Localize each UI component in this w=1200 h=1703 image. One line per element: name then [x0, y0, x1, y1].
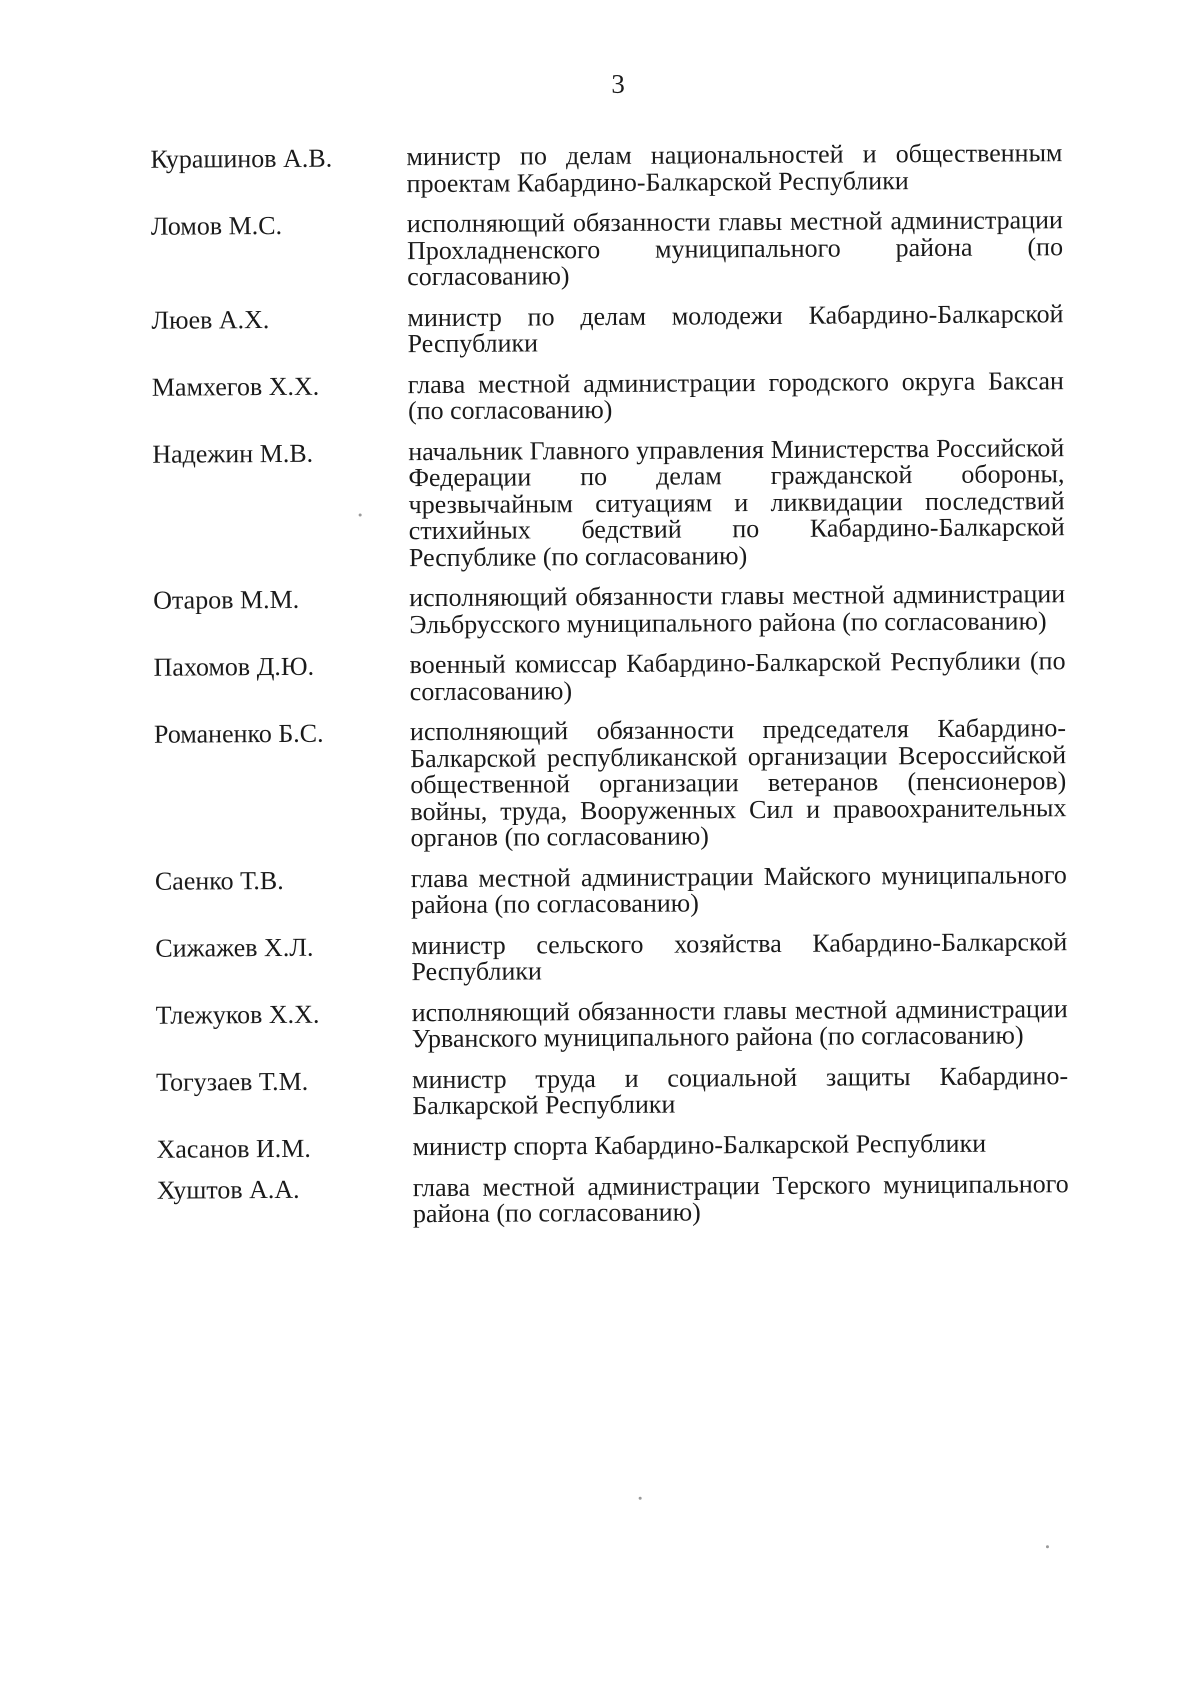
member-row — [150, 140, 1062, 199]
member-row — [152, 432, 1065, 573]
member-position: министр спорта Кабардино-Балкарской Республики — [412, 1128, 987, 1161]
member-name: Надежин М.В. — [152, 438, 314, 469]
member-name: Саенко Т.В. — [154, 865, 284, 896]
member-list — [150, 140, 1069, 1243]
member-position: военный комиссар Кабардино-Балкарской Республики (по согласованию) — [409, 646, 1066, 706]
member-position: министр по делам национальностей и общественным проектам Кабардино-Балкарской Республики — [406, 138, 1063, 198]
member-name: Люев А.Х. — [151, 304, 270, 335]
member-name: Хасанов И.М. — [156, 1133, 311, 1164]
member-row — [156, 1060, 1069, 1122]
scan-speck — [359, 513, 362, 516]
member-position: глава местной администрации Терского муниципального района (по согласованию) — [412, 1168, 1069, 1229]
member-position: исполняющий обязанности главы местной администрации Прохладненского муниципального района (по согласованию) — [406, 205, 1064, 292]
member-row — [151, 298, 1064, 360]
member-row — [155, 993, 1068, 1055]
member-row — [156, 1130, 1068, 1163]
member-position: глава местной администрации Майского муниципального района (по согласованию) — [410, 859, 1067, 920]
member-row — [151, 207, 1063, 292]
member-name: Пахомов Д.Ю. — [153, 651, 315, 682]
member-position: министр по делам молодежи Кабардино-Балкарской Республики — [407, 298, 1064, 359]
member-row — [156, 1168, 1069, 1230]
member-name: Ломов М.С. — [150, 210, 283, 241]
member-name: Романенко Б.С. — [153, 718, 324, 749]
member-row — [151, 365, 1064, 427]
member-name: Курашинов А.В. — [150, 143, 333, 174]
member-name: Мамхегов Х.Х. — [151, 371, 320, 402]
member-row — [153, 648, 1065, 707]
member-position: исполняющий обязанности главы местной администрации Урванского муниципального района (по согласованию) — [411, 993, 1068, 1054]
member-position: исполняющий обязанности председателя Кабардино-Балкарской республиканской организации Всероссийской общественной организации ветеранов (пенсионеров) войны, труда, Вооруженных Сил и правоохранительных органов (по согласованию) — [409, 713, 1067, 853]
member-position: исполняющий обязанности главы местной администрации Эльбрусского муниципального района (по согласованию) — [409, 579, 1066, 639]
member-row — [153, 581, 1065, 640]
member-row — [155, 926, 1068, 988]
member-position: министр сельского хозяйства Кабардино-Балкарской Республики — [411, 926, 1068, 987]
member-position: глава местной администрации городского округа Баксан (по согласованию) — [407, 365, 1064, 426]
member-row — [154, 715, 1067, 853]
member-name: Отаров М.М. — [153, 584, 300, 615]
member-position: начальник Главного управления Министерства Российской Федерации по делам гражданской обороны, чрезвычайным ситуациям и ликвидации последствий стихийных бедствий по Кабардино-Балкарской Республике (по согласованию) — [408, 432, 1065, 572]
member-position: министр труда и социальной защиты Кабардино-Балкарской Республики — [412, 1060, 1069, 1121]
member-name: Тогузаев Т.М. — [156, 1066, 309, 1097]
scan-speck — [639, 1497, 642, 1500]
member-name: Тлежуков Х.Х. — [155, 999, 320, 1030]
scan-speck — [1046, 1545, 1049, 1548]
member-row — [154, 859, 1067, 921]
member-name: Хуштов А.А. — [156, 1174, 300, 1205]
page-number: 3 — [611, 68, 625, 99]
member-name: Сижажев Х.Л. — [155, 932, 314, 963]
